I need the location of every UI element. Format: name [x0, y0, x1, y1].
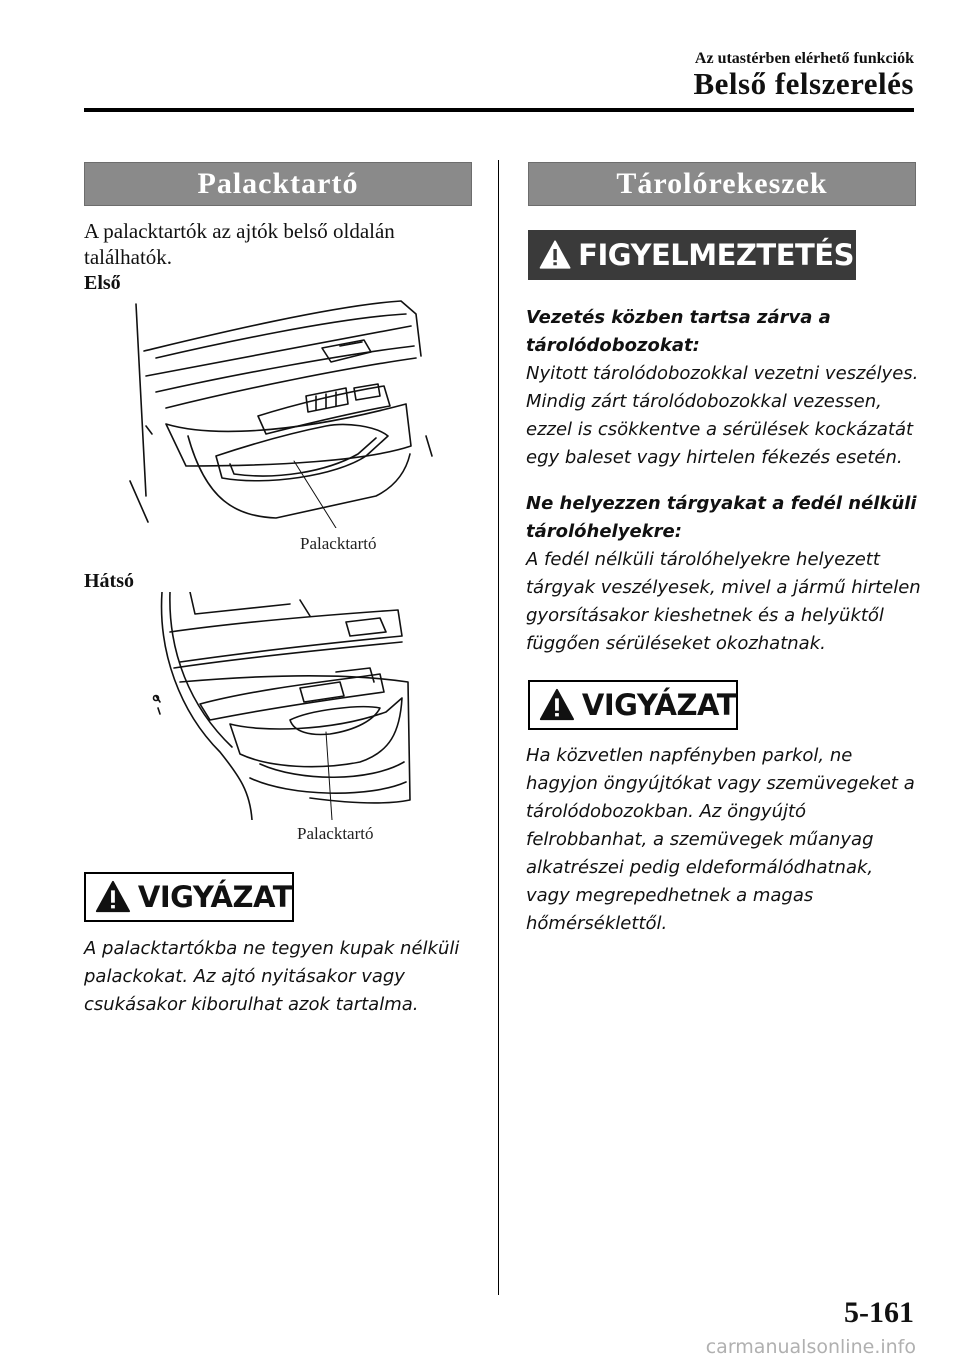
column-divider — [498, 160, 499, 1295]
warning-box — [528, 230, 856, 280]
warning-label: FIGYELMEZTETÉS — [578, 238, 854, 272]
warning-triangle-icon — [94, 878, 132, 916]
front-door-illustration — [126, 296, 436, 528]
warning-1-heading: Vezetés közben tartsa zárva a tárolódobozokat: — [526, 307, 831, 356]
page-number: 5-161 — [844, 1296, 914, 1329]
section-title-tarolorekeszek: Tárolórekeszek — [528, 162, 916, 206]
caution-label-left: VIGYÁZAT — [137, 880, 292, 914]
header-rule — [84, 108, 914, 112]
warning-1-text: Nyitott tárolódobozokkal vezetni veszélyes. Mindig zárt tárolódobozokkal vezessen, ezzel is csökkentve a sérülések kockázatát egy baleset vagy hirtelen fékezés esetén. — [526, 363, 919, 468]
caution-label-right: VIGYÁZAT — [581, 688, 736, 722]
warning-2-heading: Ne helyezzen tárgyakat a fedél nélküli tárolóhelyekre: — [526, 493, 917, 542]
rear-label: Hátsó — [84, 570, 134, 592]
rear-door-illustration — [140, 592, 440, 820]
rear-caption: Palacktartó — [297, 824, 374, 843]
watermark: carmanualsonline.info — [705, 1336, 916, 1358]
front-label: Első — [84, 272, 121, 294]
warning-block-1 — [526, 304, 921, 472]
front-caption: Palacktartó — [300, 534, 377, 553]
intro-text: A palacktartók az ajtók belső oldalán találhatók. — [84, 219, 395, 269]
caution-box-right — [528, 680, 738, 730]
warning-triangle-icon — [538, 686, 576, 724]
caution-text-right: Ha közvetlen napfényben parkol, ne hagyjon öngyújtókat vagy szemüvegeket a tárolódobozokban. Az öngyújtó felrobbanhat, a szemüvegek műanyag alkatrészei pedig eldeformálódhatnak, vagy megrepedhetnek a magas hőmérséklettől. — [526, 745, 915, 934]
chapter-subtitle: Az utastérben elérhető funkciók — [694, 50, 914, 67]
caution-box-left — [84, 872, 294, 922]
caution-text-left: A palacktartókba ne tegyen kupak nélküli palackokat. Az ajtó nyitásakor vagy csukásakor kiborulhat azok tartalma. — [84, 938, 460, 1015]
chapter-title: Belső felszerelés — [693, 66, 914, 101]
warning-block-2 — [526, 490, 921, 658]
warning-triangle-icon — [538, 236, 572, 274]
warning-2-text: A fedél nélküli tárolóhelyekre helyezett tárgyak veszélyesek, mivel a jármű hirtelen gyorsításakor kieshetnek és a helyüktől függően sérüléseket okozhatnak. — [526, 549, 921, 654]
section-title-palacktarto: Palacktartó — [84, 162, 472, 206]
